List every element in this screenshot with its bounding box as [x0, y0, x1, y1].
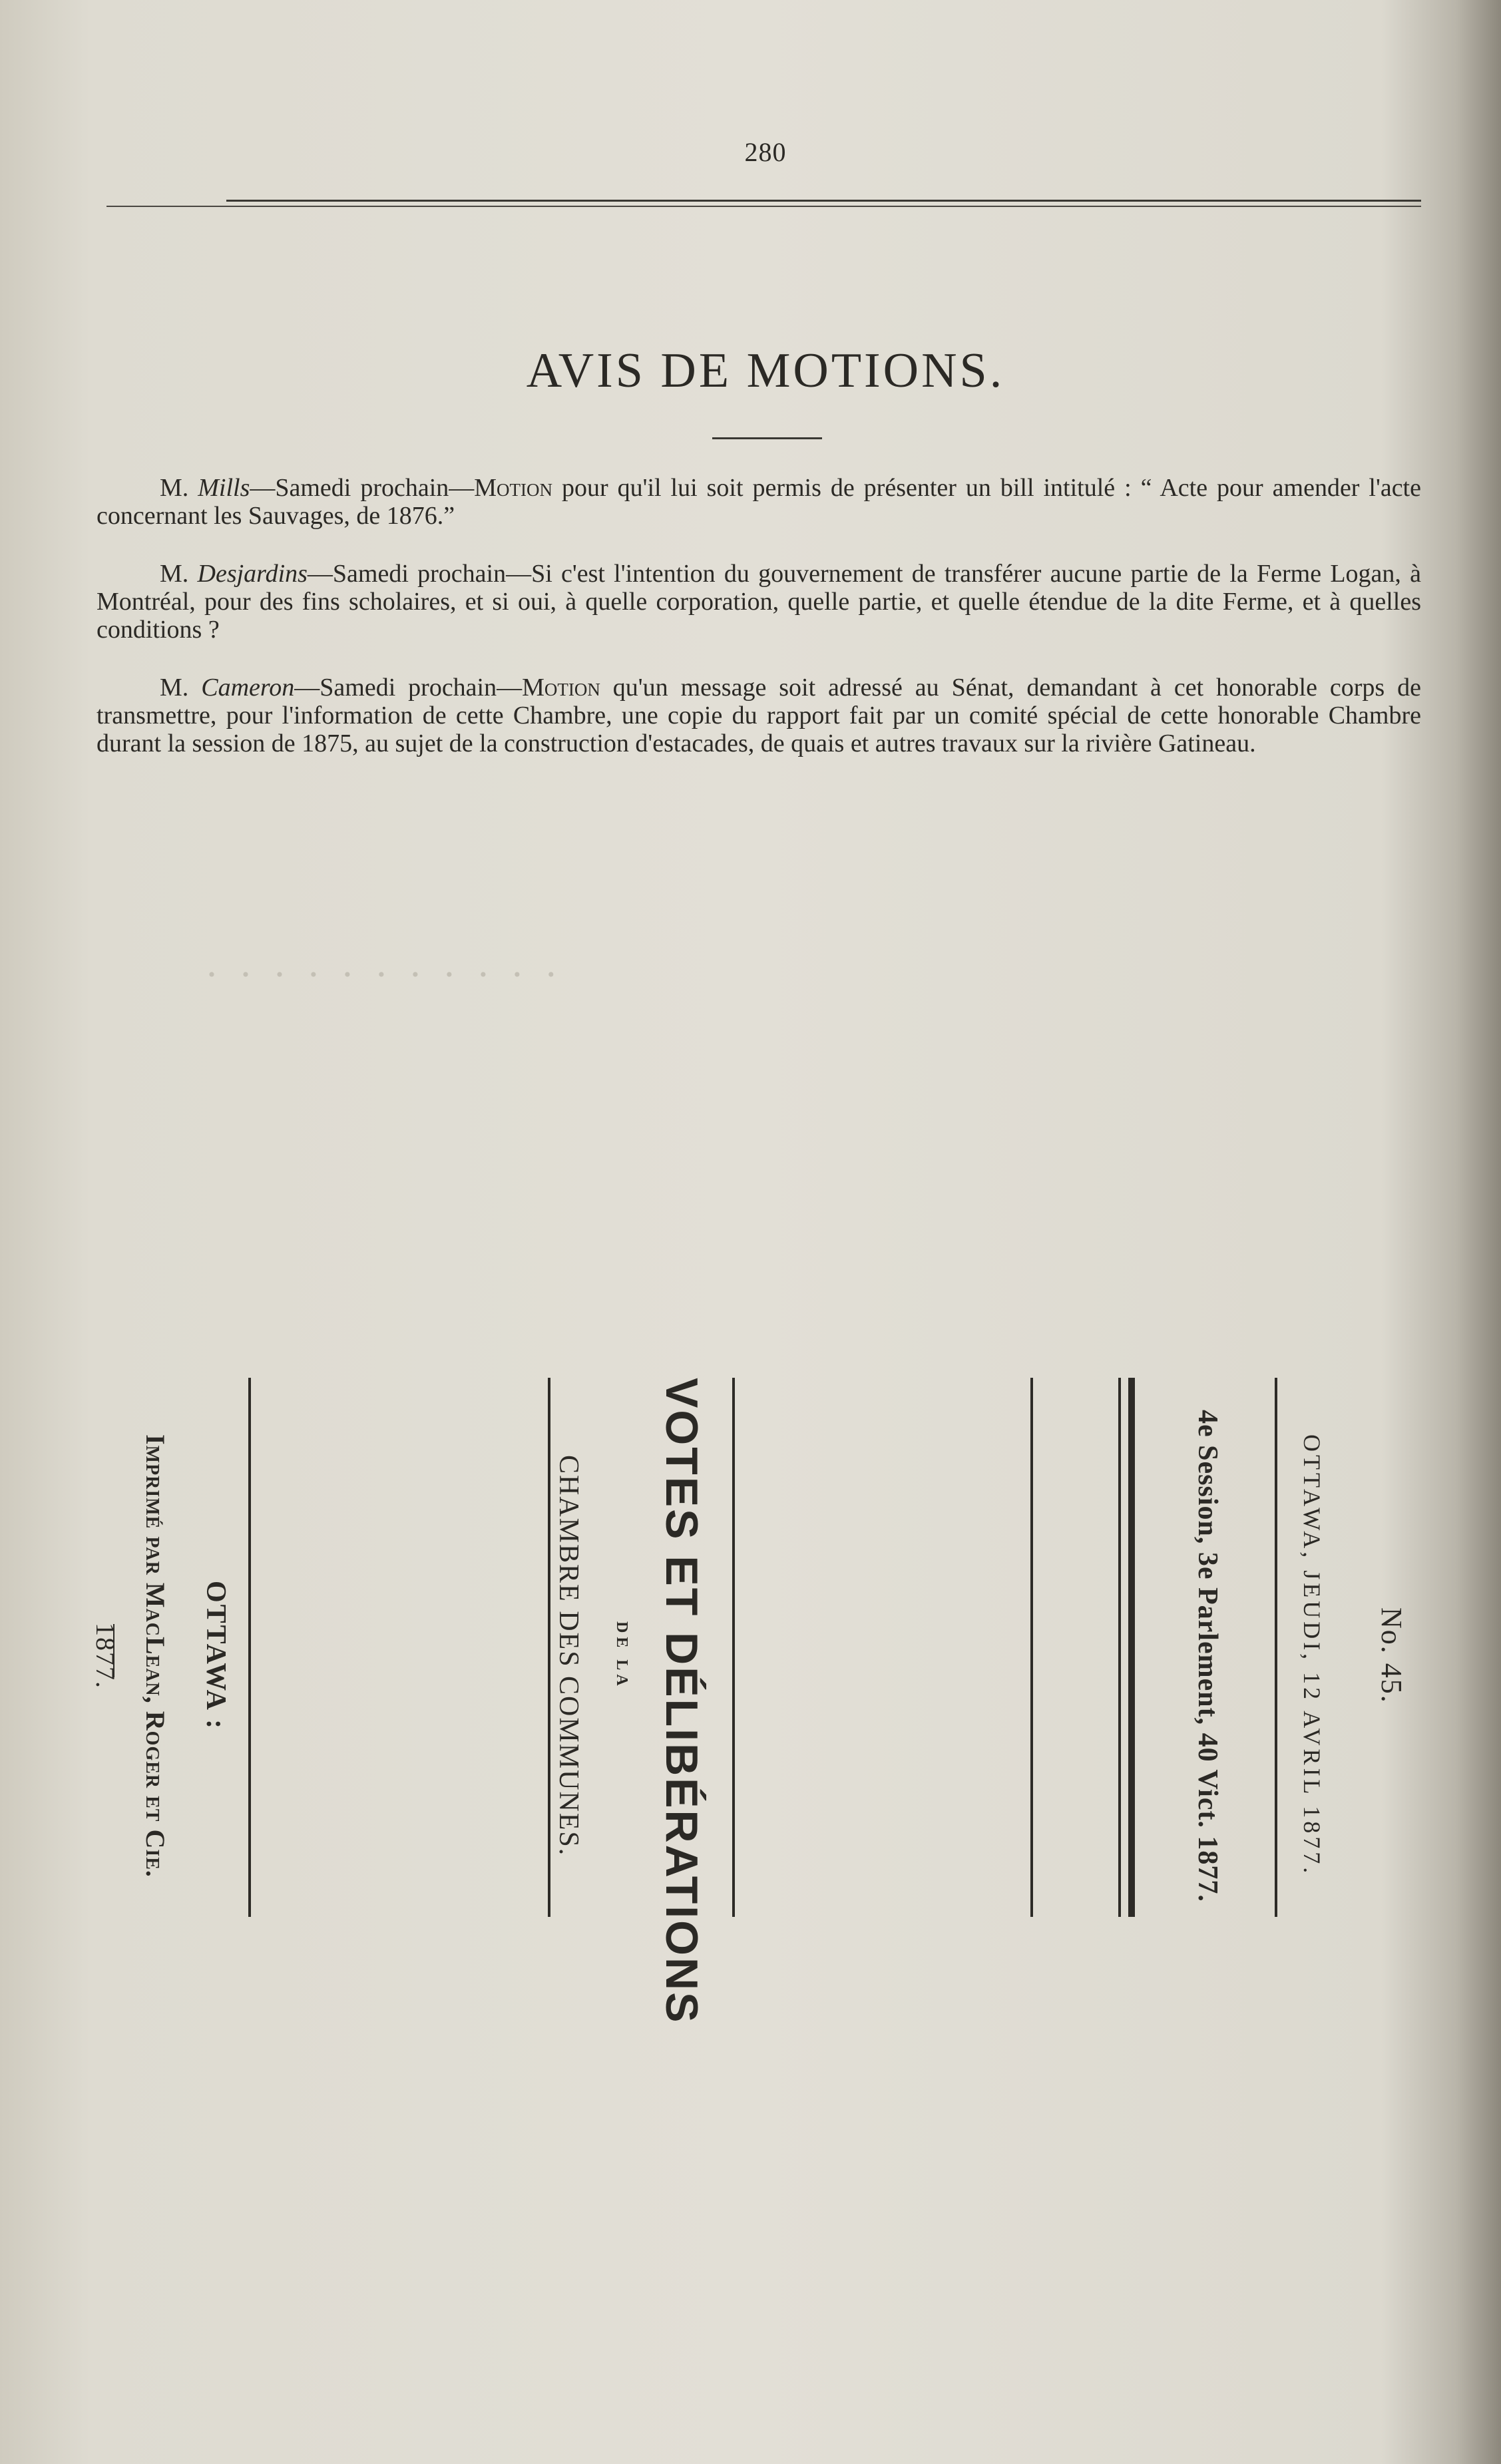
cover-rule — [248, 1378, 251, 1917]
motion-text: qu'un message soit adressé au Sénat, demandant à cet honorable corps de transmettre, pour l'information de cette Chambre, une copie du rapport fait par un comité spécial de cette honorable Chambre durant la session de 1875, au sujet de la construction d'estacades, de quais et autres travaux sur la rivière Gatineau. — [97, 674, 1421, 757]
motion-prefix: M. — [160, 474, 198, 502]
motion-date: —Samedi prochain— — [307, 560, 532, 588]
cover-printer: Imprimé par MacLean, Roger et Cie. — [140, 1434, 170, 1878]
issue-date: OTTAWA, JEUDI, 12 AVRIL 1877. — [1299, 1434, 1325, 1877]
motions-list — [97, 474, 1421, 787]
motion-text: pour qu'il lui soit permis de présenter un bill intitulé : “ Acte pour amender l'acte concernant les Sauvages, de 1876.” — [97, 474, 1421, 530]
motion-item — [97, 560, 1421, 644]
motion-text: Si c'est l'intention du gouvernement de transférer aucune partie de la Ferme Logan, à Montréal, pour des fins scholaires, et si oui, à quelle corporation, quelle partie, et quelle étendue de la dite Ferme, et à quelles conditions ? — [97, 560, 1421, 644]
year-rule — [113, 1624, 114, 1677]
heading-divider — [712, 437, 822, 439]
header-rule — [107, 200, 1421, 209]
motion-date: —Samedi prochain— — [294, 674, 523, 702]
cover-rule — [732, 1378, 735, 1917]
motion-item — [97, 674, 1421, 757]
motion-word: Motion — [474, 474, 553, 502]
cover-rule — [1118, 1378, 1121, 1917]
motion-item — [97, 474, 1421, 530]
cover-rule — [1275, 1378, 1277, 1917]
motion-date: —Samedi prochain— — [250, 474, 475, 502]
session-line: 4e Session, 3e Parlement, 40 Vict. 1877. — [1192, 1409, 1223, 1902]
motion-word: Motion — [522, 674, 600, 702]
cover-year: 1877. — [91, 1622, 120, 1689]
cover-rule — [548, 1378, 550, 1917]
motion-prefix: M. — [160, 674, 202, 702]
cover-de-la: DE LA — [613, 1621, 630, 1690]
cover-chambre: CHAMBRE DES COMMUNES. — [553, 1454, 584, 1857]
page-number: 280 — [744, 137, 787, 167]
bleed-through-text: · · · · · · · · · · · — [200, 952, 558, 996]
motion-member: Desjardins — [197, 560, 308, 588]
section-heading: AVIS DE MOTIONS. — [526, 343, 1005, 398]
motion-member: Cameron — [201, 674, 295, 702]
rotated-cover-page — [91, 1378, 1408, 2025]
cover-rule — [1030, 1378, 1033, 1917]
cover-title: VOTES ET DÉLIBÉRATIONS — [656, 1378, 707, 2025]
issue-number: No. 45. — [1375, 1607, 1408, 1704]
cover-city: OTTAWA : — [200, 1580, 231, 1731]
motion-prefix: M. — [160, 560, 198, 588]
motion-member: Mills — [198, 474, 250, 502]
cover-rule — [1128, 1378, 1135, 1917]
